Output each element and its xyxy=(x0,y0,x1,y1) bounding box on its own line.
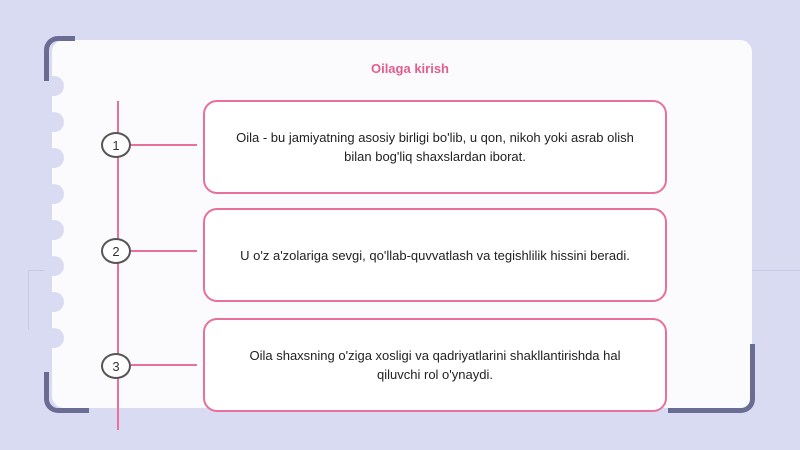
timeline-node-1: 1 xyxy=(101,132,131,158)
decor-line-right xyxy=(745,270,800,271)
card-notch xyxy=(44,292,64,312)
corner-bracket-bottom-left xyxy=(44,372,89,413)
timeline-node-2: 2 xyxy=(101,238,131,264)
timeline-item-2 xyxy=(203,208,667,302)
slide-title: Oilaga kirish xyxy=(370,61,450,76)
timeline-item-1 xyxy=(203,100,667,194)
timeline-item-3 xyxy=(203,318,667,412)
timeline-item-text: Oila - bu jamiyatning asosiy birligi bo'lib, u qon, nikoh yoki asrab olish bilan bog'liq shaxslardan iborat. xyxy=(236,130,634,164)
decor-vline-left xyxy=(28,270,29,330)
card-notch xyxy=(44,220,64,240)
card-notch xyxy=(44,184,64,204)
timeline-connector xyxy=(131,364,197,366)
corner-bracket-top-left xyxy=(44,36,75,81)
timeline-node-3: 3 xyxy=(101,353,131,379)
timeline-item-text: U o'z a'zolariga sevgi, qo'llab-quvvatlash va tegishlilik hissini beradi. xyxy=(240,247,630,263)
timeline-item-text: Oila shaxsning o'ziga xosligi va qadriyatlarini shakllantirishda hal qiluvchi rol o'ynaydi. xyxy=(249,348,621,382)
card-notch xyxy=(44,256,64,276)
timeline-connector xyxy=(131,144,197,146)
card-notch xyxy=(44,328,64,348)
card-notch xyxy=(44,112,64,132)
timeline-connector xyxy=(131,250,197,252)
card-notch xyxy=(44,148,64,168)
corner-bracket-bottom-right xyxy=(668,344,755,413)
